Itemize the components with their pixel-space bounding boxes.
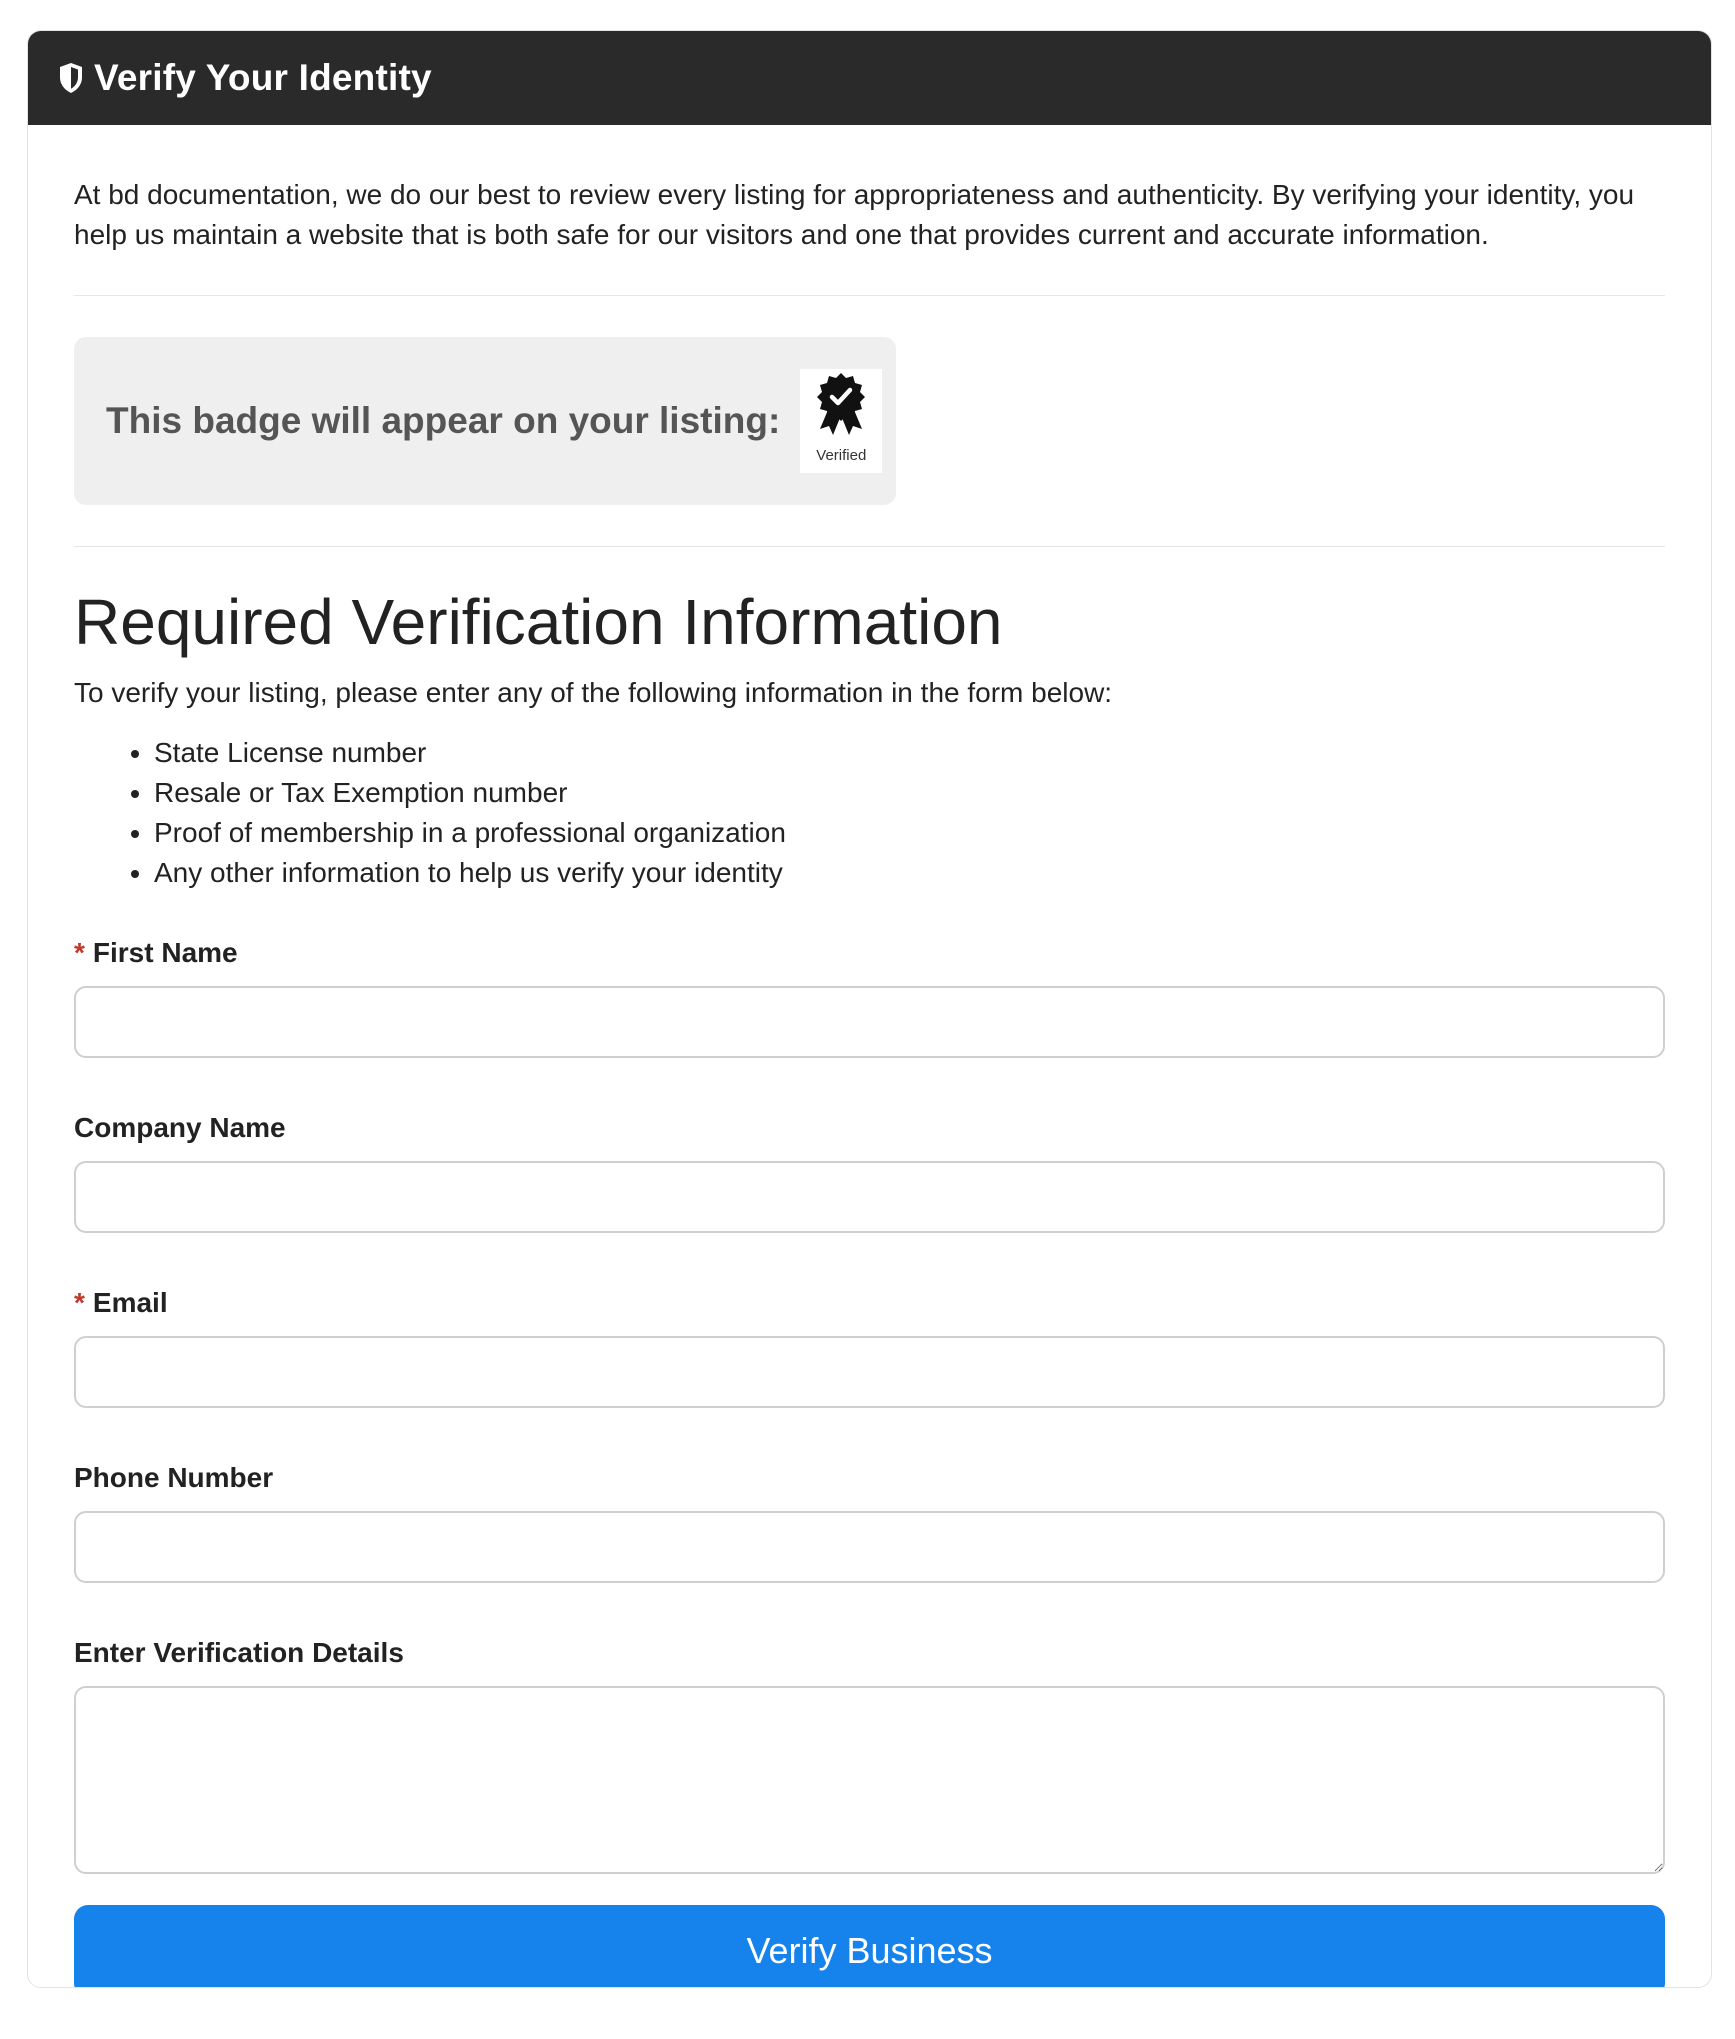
section-subtitle: To verify your listing, please enter any of the following information in the form below: [74,677,1113,708]
details-textarea[interactable] [74,1686,1665,1874]
divider [74,546,1665,547]
verify-business-button[interactable]: Verify Business [74,1905,1665,1988]
panel-title: Verify Your Identity [94,57,432,98]
company-name-input[interactable] [74,1161,1665,1233]
badge-label: Verified [816,447,867,464]
shield-icon [58,62,84,94]
verify-identity-panel [27,30,1712,1988]
badge-preview [74,337,896,505]
divider [74,295,1665,296]
verified-ribbon-icon [811,371,871,443]
company-name-group [74,1110,1665,1233]
first-name-group [74,935,1665,1058]
phone-group [74,1460,1665,1583]
email-group [74,1285,1665,1408]
email-label: * Email [74,1287,168,1318]
email-input[interactable] [74,1336,1665,1408]
verified-badge [800,369,882,473]
panel-body [28,175,1711,1988]
list-item: • State License number [154,733,1665,773]
list-item: • Any other information to help us verify your identity [154,853,1665,893]
verification-form [74,935,1665,1988]
section-title: Required Verification Information [74,586,1003,658]
badge-preview-text: This badge will appear on your listing: [106,400,781,441]
first-name-input[interactable] [74,986,1665,1058]
required-mark: * [74,937,85,968]
company-name-label: Company Name [74,1112,286,1143]
phone-input[interactable] [74,1511,1665,1583]
list-item: • Resale or Tax Exemption number [154,773,1665,813]
panel-header [28,31,1711,125]
required-mark: * [74,1287,85,1318]
first-name-label: * First Name [74,937,238,968]
list-item: • Proof of membership in a professional organization [154,813,1665,853]
details-label: Enter Verification Details [74,1637,404,1668]
details-group [74,1635,1665,1874]
phone-label: Phone Number [74,1462,274,1493]
intro-text: At bd documentation, we do our best to review every listing for appropriateness and authenticity. By verifying your identity, you help us maintain a website that is both safe for our visitors and one that provides current and accurate information. [74,179,1635,250]
requirements-list [74,733,1665,893]
